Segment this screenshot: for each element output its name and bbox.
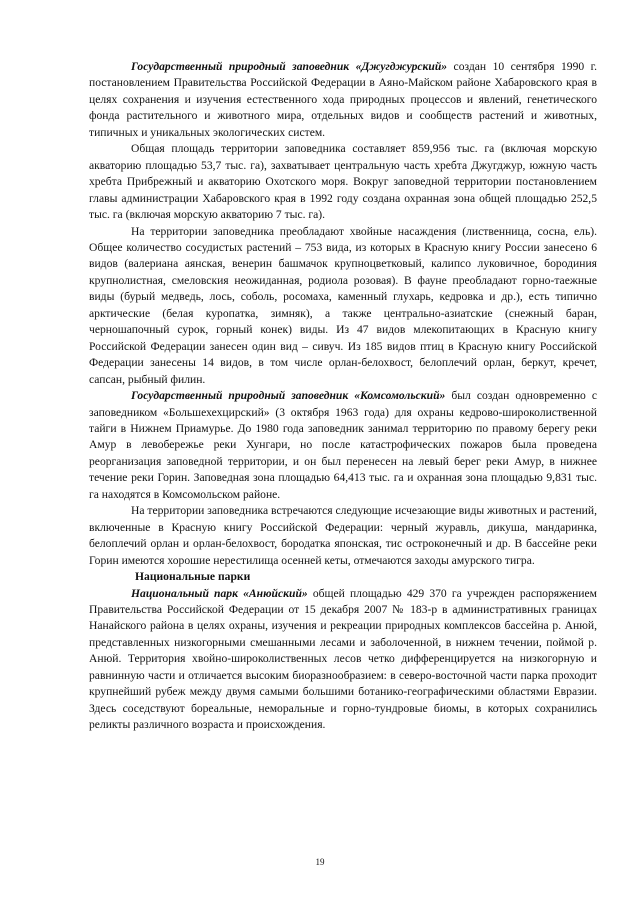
paragraph-text: На территории заповедника встречаются следующие исчезающие виды животных и растений, включенные в Красную книгу Российской Федерации: черный журавль, дикуша, мандаринка, белоплечий орлан и орлан-белохвост, бородатка японская, тис остроконечный и др. В бассейне реки Горин имеются хорошие нерестилища осенней кеты, отмечаются заходы амурского тигра. [89,504,597,567]
paragraph-dzhugdzhur-flora-fauna [89,224,597,389]
paragraph-text: На территории заповедника преобладают хвойные насаждения (лиственница, сосна, ель). Общее количество сосудистых растений – 753 вида, из которых в Красную книгу России занесено 6 видов (валериана аянская, венерин башмачок крупноцветковый, калипсо луковичное, бородиния крупнолистная, смеловския неожиданная, родиола розовая). В фауне преобладают горно-таежные виды (бурый медведь, лось, соболь, росомаха, каменный глухарь, кедровка и др.), есть типично арктические (белая куропатка, зимняк), а также центрально-азиатские (снежный баран, черношапочный сурок, горный конек) виды. Из 47 видов млекопитающих в Красную книгу Российской Федерации занесен один вид – сивуч. Из 185 видов птиц в Красную книгу Российской Федерации занесены 14 видов, в том числе орлан-белохвост, белоплечий орлан, беркут, кречет, сапсан, рыбный филин. [89,224,597,386]
paragraph-lead: Государственный природный заповедник «Джугджурский» [131,60,448,73]
paragraph-lead: Национальный парк «Анюйский» [131,586,308,600]
document-body [89,59,597,734]
page-number: 19 [315,857,325,867]
paragraph-text: создан 10 сентября 1990 г. постановлением Правительства Российской Федерации в Аяно-Майском районе Хабаровского края в целях сохранения и изучения естественного хода природных процессов и явлений, генетического фонда растительного и животного мира, отдельных видов и сообществ растений и животных, типичных и уникальных экологических систем. [89,60,597,139]
paragraph-dzhugdzhur-intro [89,59,597,141]
paragraph-text: Общая площадь территории заповедника составляет 859,956 тыс. га (включая морскую акваторию площадью 53,7 тыс. га), захватывает центральную часть хребта Джугджур, южную часть хребта Прибрежный и акваторию Охотского моря. Вокруг заповедной территории постановлением главы администрации Хабаровского края в 1992 году создана охранная зона общей площадью 252,5 тыс. га (включая морскую акваторию 7 тыс. га). [89,142,597,222]
paragraph-komsomolsky-species [89,503,597,569]
paragraph-text: общей площадью 429 370 га учрежден распоряжением Правительства Российской Федерации от 15 декабря 2007 № 183-р в административных границах Нанайского района в целях охраны, изучения и рекреации природных комплексов бассейна р. Анюй, представленных низкогорными смешанными лесами и заболоченной, в нижнем течении, поймой р. Анюй. Территория хвойно-широколиственных лесов четко дифференцируется на низкогорную и равнинную части и отличается высоким биоразнообразием: в северо-восточной части парка проходит крупнейший рубеж между двумя самыми большими ботанико-географическими областями Евразии. Здесь соседствуют бореальные, неморальные и горно-тундровые биомы, в которых сохранились реликты различного возраста и происхождения. [89,586,597,732]
paragraph-text: был создан одновременно с заповедником «Большехехцирский» (3 октября 1963 года) для охраны кедрово-широколиственной тайги в Нижнем Приамурье. До 1980 года заповедник занимал территорию по правому берегу реки Амур в левобережье реки Хунгари, но после катастрофических пожаров была проведена реорганизация заповедной территории, и он был перенесен на левый берег реки Амур, в нижнее течение реки Горин. Заповедная зона площадью 64,413 тыс. га и охранная зона площадью 9,831 тыс. га находятся в Комсомольском районе. [89,389,597,501]
paragraph-dzhugdzhur-area [89,141,597,223]
section-heading-national-parks: Национальные парки [135,570,251,584]
paragraph-komsomolsky-intro [89,388,597,503]
paragraph-anyuisky [89,586,597,734]
paragraph-lead: Государственный природный заповедник «Комсомольский» [131,389,446,403]
